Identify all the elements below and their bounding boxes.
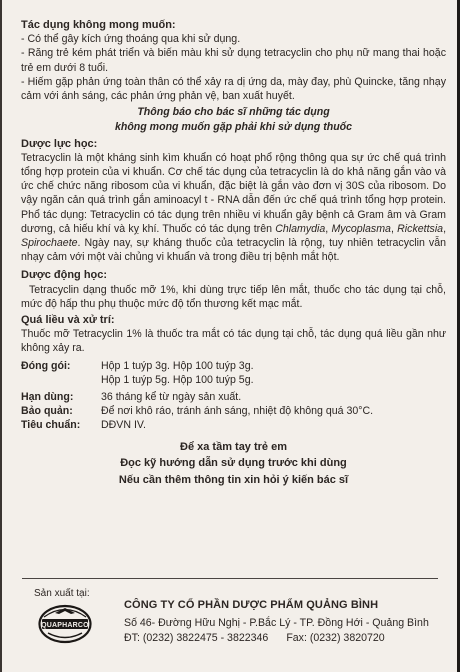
manufacturer-label: Sản xuất tại:: [34, 588, 90, 599]
footer-divider: [22, 578, 438, 579]
side-effect-item: - Hiếm gặp phản ứng toàn thân có thể xảy ra dị ứng da, mày đay, phù Quincke, tăng nhạy cảm với ánh sáng, các phản ứng phản vệ, ban xuất huyết.: [21, 75, 446, 103]
storage-label: Bảo quản:: [21, 405, 73, 418]
packaging-line: Hộp 1 tuýp 3g. Hộp 100 tuýp 3g.: [101, 359, 254, 372]
side-effects-heading: Tác dụng không mong muốn:: [21, 19, 176, 31]
packaging-row: [21, 359, 446, 387]
expiry-label: Hạn dùng:: [21, 391, 74, 404]
company-info: [124, 598, 444, 646]
standard-label: Tiêu chuẩn:: [21, 419, 81, 432]
storage-row: [21, 404, 446, 418]
packaging-label: Đóng gói:: [21, 359, 71, 372]
overdose-heading: Quá liều và xử trí:: [21, 314, 115, 327]
company-fax: Fax: (0232) 3820720: [286, 632, 385, 644]
closing-notes: [21, 439, 446, 489]
notice-line: không mong muốn gặp phải khi sử dụng thuốc: [114, 121, 353, 134]
pharmacodynamics-text: Tetracyclin là một kháng sinh kìm khuẩn có hoạt phổ rộng thông qua sự ức chế quá trình tổng hợp protein của vi khuẩn. Cơ chế tác dụng của tetracyclin là do khả năng gắn vào và ức chế chức năng ribosom của vi khuẩn, đặc biệt là gắn vào đơn vị 30S của ribosom. Do vậy ngăn cản quá trình gắn aminoacyl t - RNA dẫn đến ức chế quá trình tổng hợp protein. Phổ tác dụng: Tetracyclin có tác dụng trên nhiều vi khuẩn gây bệnh cả Gram âm và Gram dương, cả hiếu khí và kỵ khí. Thuốc có tác dụng trên Chlamydia, Mycoplasma, Rickettsia, Spirochaete. Ngày nay, sự kháng thuốc của tetracyclin là rộng, tuy nhiên tetracyclin vẫn nhạy cảm với một vài chủng vi khuẩn và trong điều trị bệnh mắt hột.: [21, 151, 447, 264]
leaflet-content: [21, 16, 446, 488]
packaging-line: Hộp 1 tuýp 5g. Hộp 100 tuýp 5g.: [101, 373, 254, 386]
standard-row: [21, 418, 446, 432]
page-edge-left: [0, 0, 2, 672]
side-effect-item: - Răng trẻ kém phát triển và biến màu khi sử dụng tetracyclin cho phụ nữ mang thai hoặc trẻ em dưới 8 tuổi.: [21, 47, 446, 74]
expiry-value: 36 tháng kể từ ngày sản xuất.: [101, 391, 242, 404]
pharmacodynamics-heading: Dược lực học:: [21, 137, 98, 150]
company-name: CÔNG TY CỔ PHẦN DƯỢC PHẨM QUẢNG BÌNH: [124, 599, 379, 611]
expiry-row: [21, 390, 446, 404]
quapharco-logo: [38, 604, 92, 644]
storage-value: Để nơi khô ráo, tránh ánh sáng, nhiệt độ không quá 30°C.: [101, 405, 374, 418]
standard-value: DĐVN IV.: [101, 419, 146, 432]
closing-line: Nếu cần thêm thông tin xin hỏi ý kiến bác sĩ: [118, 473, 349, 486]
pharmacokinetics-heading: Dược động học:: [21, 269, 108, 282]
company-phone: ĐT: (0232) 3822475 - 3822346: [124, 632, 269, 644]
overdose-text: Thuốc mỡ Tetracyclin 1% là thuốc tra mắt có tác dụng tại chỗ, tác dụng quá liều gần như không xảy ra.: [21, 328, 446, 355]
notice-line: Thông báo cho bác sĩ những tác dụng: [137, 106, 330, 119]
side-effect-item: - Có thể gây kích ứng thoáng qua khi sử dụng.: [21, 33, 241, 46]
closing-line: Đọc kỹ hướng dẫn sử dụng trước khi dùng: [120, 457, 347, 470]
logo-wordmark: QUAPHARCO: [41, 621, 89, 629]
company-address: Số 46- Đường Hữu Nghị - P.Bắc Lý - TP. Đồng Hới - Quảng Bình: [124, 617, 429, 629]
pharmacokinetics-text: Tetracyclin dạng thuốc mỡ 1%, khi dùng trực tiếp lên mắt, thuốc cho tác dụng tại chỗ, mức độ hấp thu phụ thuộc mức độ tổn thương kết mạc mắt.: [21, 283, 446, 310]
closing-line: Để xa tầm tay trẻ em: [180, 440, 287, 453]
